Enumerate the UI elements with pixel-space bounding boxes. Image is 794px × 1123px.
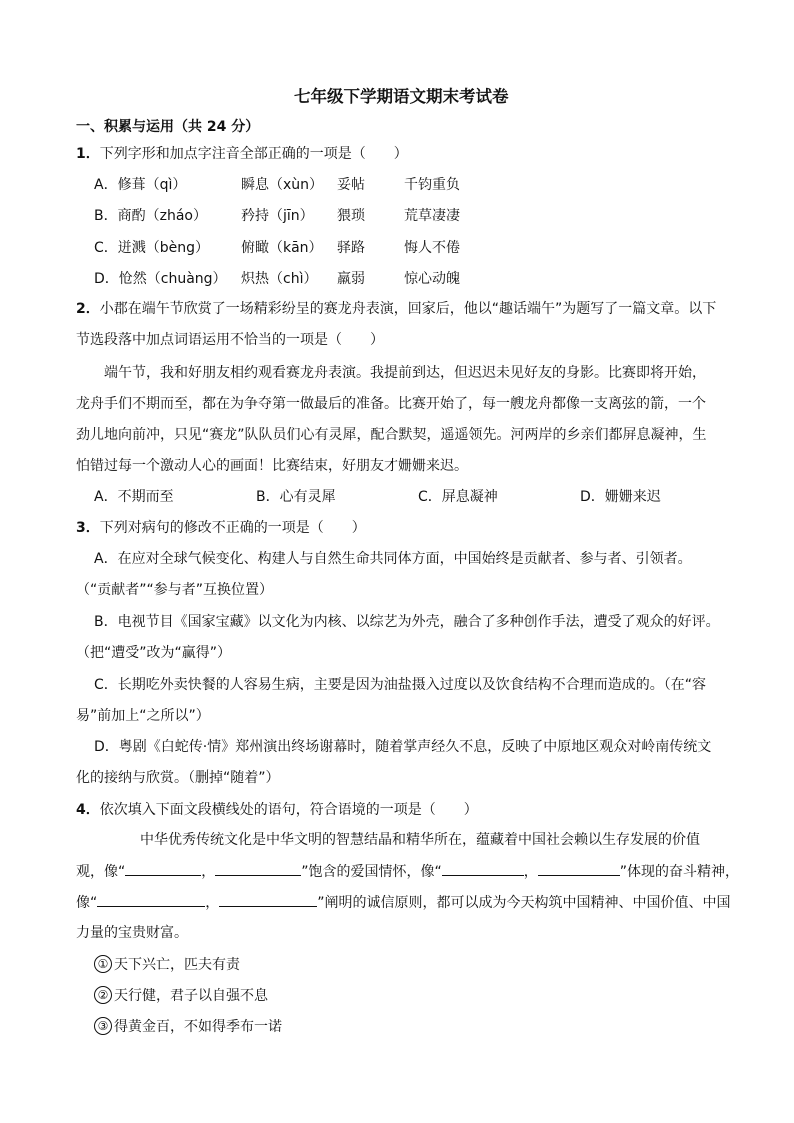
option-word-4: 惊心动魄 bbox=[404, 271, 460, 287]
option-word-1: A．修葺（qì） bbox=[94, 177, 187, 193]
question-text: 下列字形和加点字注音全部正确的一项是（ ） bbox=[99, 146, 408, 162]
answer-blank[interactable] bbox=[125, 861, 201, 876]
question-4-stem bbox=[76, 800, 478, 820]
item-text: 得黄金百，不如得季布一诺 bbox=[114, 1019, 282, 1035]
question-3-stem bbox=[76, 518, 366, 538]
list-item bbox=[94, 986, 268, 1006]
question-text: 下列对病句的修改不正确的一项是（ ） bbox=[99, 520, 366, 536]
list-item bbox=[94, 1017, 282, 1037]
circled-number: ③ bbox=[94, 1017, 112, 1035]
question-number: 3． bbox=[76, 520, 100, 536]
option-word-1: C．迸溅（bèng） bbox=[94, 240, 210, 256]
list-item bbox=[94, 955, 240, 975]
passage-text: ”体现的奋斗精神， bbox=[619, 864, 740, 880]
option-word-2: 矜持（jīn） bbox=[241, 208, 314, 224]
item-text: 天行健，君子以自强不息 bbox=[114, 988, 268, 1004]
passage-line: 端午节，我和好朋友相约观看赛龙舟表演。我提前到达，但迟迟未见好友的身影。比赛即将开始， bbox=[104, 365, 706, 381]
passage-text: ， bbox=[201, 864, 216, 880]
passage-text: ， bbox=[205, 895, 220, 911]
option-word-2: 俯瞰（kān） bbox=[241, 240, 323, 256]
question-3-option-a-note: （“贡献者”“参与者”互换位置） bbox=[76, 582, 274, 598]
question-number: 4． bbox=[76, 802, 100, 818]
option-word-4: 千钧重负 bbox=[404, 177, 460, 193]
question-3-option-d: D．粤剧《白蛇传·情》郑州演出终场谢幕时，随着掌声经久不息，反映了中原地区观众对岭南传统文 bbox=[94, 739, 712, 755]
question-2-option-b: B．心有灵犀 bbox=[256, 489, 336, 505]
passage-line-blanks-2 bbox=[76, 892, 731, 913]
passage-line: 力量的宝贵财富。 bbox=[76, 925, 188, 941]
question-3-option-b: B．电视节目《国家宝藏》以文化为内核、以综艺为外壳，融合了多种创作手法，遭受了观众的好评。 bbox=[94, 614, 720, 630]
option-word-2: 瞬息（xùn） bbox=[241, 177, 324, 193]
question-text: 依次填入下面文段横线处的语句，符合语境的一项是（ ） bbox=[99, 802, 478, 818]
passage-line: 中华优秀传统文化是中华文明的智慧结晶和精华所在，蕴藏着中国社会赖以生存发展的价值 bbox=[140, 832, 700, 848]
circled-number: ② bbox=[94, 986, 112, 1004]
answer-blank[interactable] bbox=[538, 861, 620, 876]
question-2-stem-line-2: 节选段落中加点词语运用不恰当的一项是（ ） bbox=[76, 332, 384, 348]
item-text: 天下兴亡，匹夫有责 bbox=[114, 957, 240, 973]
answer-blank[interactable] bbox=[442, 861, 524, 876]
option-word-1: B．商酌（zháo） bbox=[94, 208, 207, 224]
question-3-option-c: C．长期吃外卖快餐的人容易生病，主要是因为油盐摄入过度以及饮食结构不合理而造成的。（在“容 bbox=[94, 677, 707, 693]
section-heading: 一、积累与运用（共 24 分） bbox=[76, 119, 260, 135]
question-3-option-c-cont: 易”前加上“之所以”） bbox=[76, 708, 210, 724]
option-word-3: 猥琐 bbox=[337, 208, 365, 224]
question-3-option-d-cont: 化的接纳与欣赏。（删掉“随着”） bbox=[76, 770, 280, 786]
option-word-4: 荒草凄凄 bbox=[404, 208, 460, 224]
page-title: 七年级下学期语文期末考试卷 bbox=[294, 87, 509, 106]
question-number: 1． bbox=[76, 146, 100, 162]
question-2-option-a: A．不期而至 bbox=[94, 489, 174, 505]
circled-number: ① bbox=[94, 955, 112, 973]
passage-line: 怕错过每一个激动人心的画面！比赛结束，好朋友才姗姗来迟。 bbox=[76, 458, 468, 474]
answer-blank[interactable] bbox=[97, 892, 205, 907]
answer-blank[interactable] bbox=[219, 892, 317, 907]
option-word-1: D．怆然（chuàng） bbox=[94, 271, 227, 287]
passage-text: ， bbox=[523, 864, 538, 880]
passage-text: ”阐明的诚信原则，都可以成为今天构筑中国精神、中国价值、中国 bbox=[317, 895, 731, 911]
option-word-3: 羸弱 bbox=[337, 271, 365, 287]
question-2-option-d: D．姗姗来迟 bbox=[580, 489, 661, 505]
passage-line: 龙舟手们不期而至，都在为争夺第一做最后的准备。比赛开始了，每一艘龙舟都像一支离弦的箭，一个 bbox=[76, 396, 706, 412]
question-2-option-c: C．屏息凝神 bbox=[418, 489, 498, 505]
passage-text: 像“ bbox=[76, 895, 98, 911]
question-1-stem bbox=[76, 144, 408, 164]
question-2-stem-line-1 bbox=[76, 299, 716, 319]
passage-line: 劲儿地向前冲，只见“赛龙”队队员们心有灵犀，配合默契，遥遥领先。河两岸的乡亲们都屏息凝神，生 bbox=[76, 427, 707, 443]
option-word-2: 炽热（chì） bbox=[241, 271, 318, 287]
question-text: 小郡在端午节欣赏了一场精彩纷呈的赛龙舟表演，回家后，他以“趣话端午”为题写了一篇文章。以下 bbox=[99, 301, 717, 317]
passage-text: 观，像“ bbox=[76, 864, 126, 880]
passage-line-blanks-1 bbox=[76, 861, 739, 882]
question-3-option-a: A．在应对全球气候变化、构建人与自然生命共同体方面，中国始终是贡献者、参与者、引领者。 bbox=[94, 551, 692, 567]
answer-blank[interactable] bbox=[215, 861, 301, 876]
passage-text: ”饱含的爱国情怀，像“ bbox=[301, 864, 442, 880]
question-3-option-b-note: （把“遭受”改为“赢得”） bbox=[76, 645, 232, 661]
option-word-3: 妥帖 bbox=[337, 177, 365, 193]
question-number: 2． bbox=[76, 301, 100, 317]
option-word-3: 驿路 bbox=[337, 240, 365, 256]
option-word-4: 悔人不倦 bbox=[404, 240, 460, 256]
